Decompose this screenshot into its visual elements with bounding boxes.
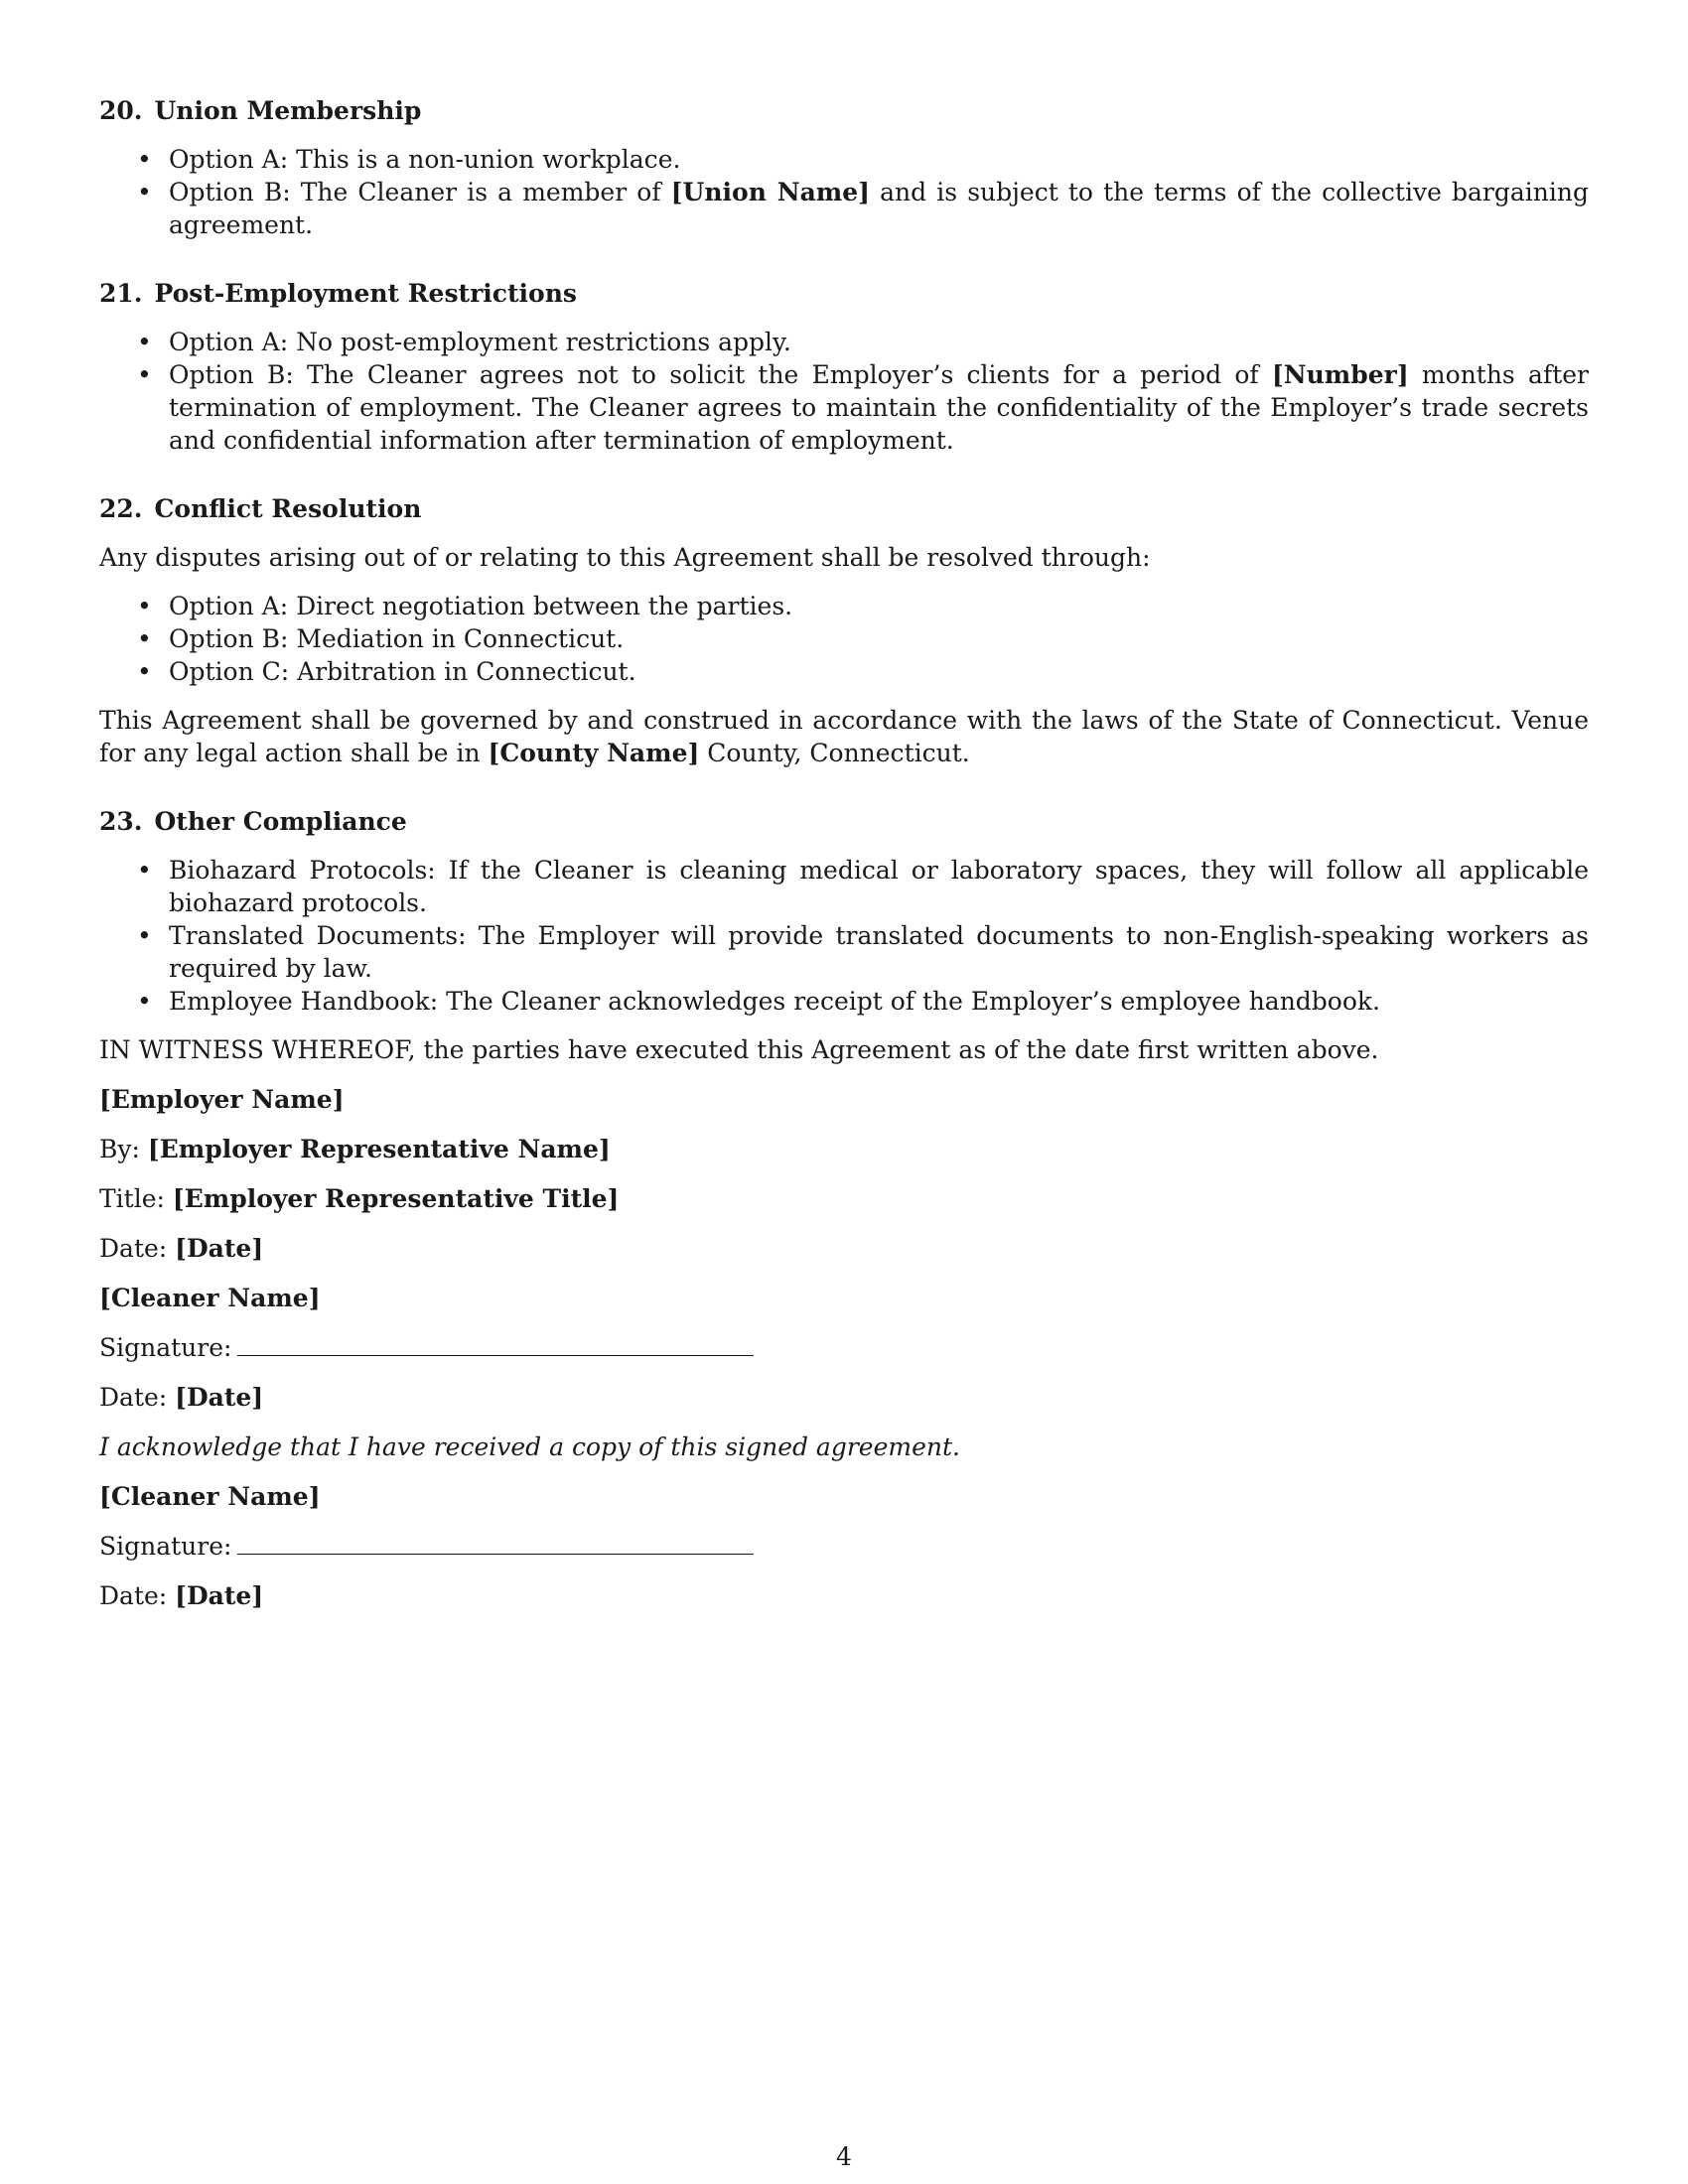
cleaner-signature-line bbox=[99, 1331, 1589, 1364]
section-other-compliance bbox=[99, 805, 1589, 1018]
signature-section bbox=[99, 1033, 1589, 1612]
section-number: 20. bbox=[99, 96, 143, 125]
list-item bbox=[99, 143, 1589, 176]
list-item bbox=[99, 358, 1589, 457]
option-text: Option A: This is a non-union workplace. bbox=[169, 145, 681, 174]
option-text: and is subject to the terms of the collective bargaining agreement. bbox=[169, 178, 1589, 239]
placeholder-field: [Date] bbox=[175, 1581, 264, 1610]
section-intro: Any disputes arising out of or relating to this Agreement shall be resolved through: bbox=[99, 543, 1151, 572]
section-union-membership bbox=[99, 94, 1589, 241]
compliance-list bbox=[99, 854, 1589, 1018]
ack-signature-line bbox=[99, 1530, 1589, 1563]
field-label: Date: bbox=[99, 1581, 176, 1610]
signature-line[interactable] bbox=[237, 1532, 754, 1555]
section-title: Post-Employment Restrictions bbox=[154, 279, 577, 308]
list-item: • Option B: Mediation in Connecticut. bbox=[99, 622, 1589, 655]
section-title: Union Membership bbox=[154, 96, 422, 125]
list-item: • Biohazard Protocols: If the Cleaner is cleaning medical or laboratory spaces, they will follow all applicable biohazard protocols. bbox=[99, 854, 1589, 919]
placeholder-field: [Union Name] bbox=[670, 178, 870, 206]
option-text: months after termination of employment. The Cleaner agrees to maintain the confidentiality of the Employer’s trade secrets and confidential information after termination of employment. bbox=[169, 360, 1589, 455]
list-item: • Translated Documents: The Employer will provide translated documents to non-English-speaking workers as required by law. bbox=[99, 919, 1589, 985]
placeholder-field: [Employer Representative Name] bbox=[147, 1135, 611, 1163]
ack-date-line bbox=[99, 1579, 1589, 1612]
field-label: Title: bbox=[99, 1184, 173, 1213]
placeholder-field: [Date] bbox=[175, 1234, 264, 1263]
section-conflict-resolution bbox=[99, 492, 1589, 769]
acknowledgment-statement: I acknowledge that I have received a copy of this signed agreement. bbox=[99, 1433, 960, 1461]
page-number: 4 bbox=[836, 2142, 852, 2171]
cleaner-name bbox=[99, 1282, 1589, 1314]
placeholder-field: [Employer Representative Title] bbox=[172, 1184, 620, 1213]
section-heading bbox=[99, 805, 1589, 838]
paragraph-text: County, Connecticut. bbox=[699, 739, 970, 767]
field-label: By: bbox=[99, 1135, 148, 1163]
list-item: • Employee Handbook: The Cleaner acknowledges receipt of the Employer’s employee handbook. bbox=[99, 985, 1589, 1018]
witness-statement: IN WITNESS WHEREOF, the parties have executed this Agreement as of the date first written above. bbox=[99, 1035, 1379, 1064]
list-item: • Option A: Direct negotiation between the parties. bbox=[99, 590, 1589, 622]
section-post-employment-restrictions bbox=[99, 277, 1589, 457]
placeholder-field: [County Name] bbox=[488, 739, 700, 767]
placeholder-field: [Cleaner Name] bbox=[99, 1284, 321, 1312]
option-list bbox=[99, 590, 1589, 688]
governing-law-paragraph bbox=[99, 704, 1589, 769]
employer-representative-line bbox=[99, 1133, 1589, 1165]
field-label: Date: bbox=[99, 1234, 176, 1263]
section-number: 23. bbox=[99, 807, 143, 836]
placeholder-field: [Cleaner Name] bbox=[99, 1482, 321, 1511]
section-heading bbox=[99, 277, 1589, 310]
placeholder-field: [Employer Name] bbox=[99, 1085, 345, 1114]
field-label: Signature: bbox=[99, 1532, 232, 1561]
field-label: Signature: bbox=[99, 1333, 232, 1362]
section-number: 22. bbox=[99, 494, 143, 523]
placeholder-field: [Number] bbox=[1271, 360, 1409, 389]
section-number: 21. bbox=[99, 279, 143, 308]
section-title: Other Compliance bbox=[154, 807, 407, 836]
option-text: Option B: The Cleaner agrees not to solicit the Employer’s clients for a period of bbox=[169, 360, 1272, 389]
section-heading bbox=[99, 492, 1589, 525]
document-page bbox=[99, 94, 1589, 1629]
employer-name bbox=[99, 1083, 1589, 1116]
paragraph-text: This Agreement shall be governed by and construed in accordance with the laws of the State of Connecticut. Venue for any legal action shall be in bbox=[99, 706, 1589, 767]
cleaner-date-line bbox=[99, 1381, 1589, 1414]
employer-date-line bbox=[99, 1232, 1589, 1265]
field-label: Date: bbox=[99, 1383, 176, 1412]
placeholder-field: [Date] bbox=[175, 1383, 264, 1412]
option-list bbox=[99, 326, 1589, 457]
section-title: Conflict Resolution bbox=[154, 494, 422, 523]
signature-line[interactable] bbox=[237, 1333, 754, 1356]
option-text: Option B: The Cleaner is a member of bbox=[169, 178, 671, 206]
option-text: Option A: No post-employment restrictions apply. bbox=[169, 328, 791, 356]
list-item bbox=[99, 326, 1589, 358]
list-item: • Option C: Arbitration in Connecticut. bbox=[99, 655, 1589, 688]
ack-cleaner-name bbox=[99, 1480, 1589, 1513]
list-item bbox=[99, 176, 1589, 241]
section-heading bbox=[99, 94, 1589, 127]
employer-title-line bbox=[99, 1182, 1589, 1215]
option-list bbox=[99, 143, 1589, 241]
